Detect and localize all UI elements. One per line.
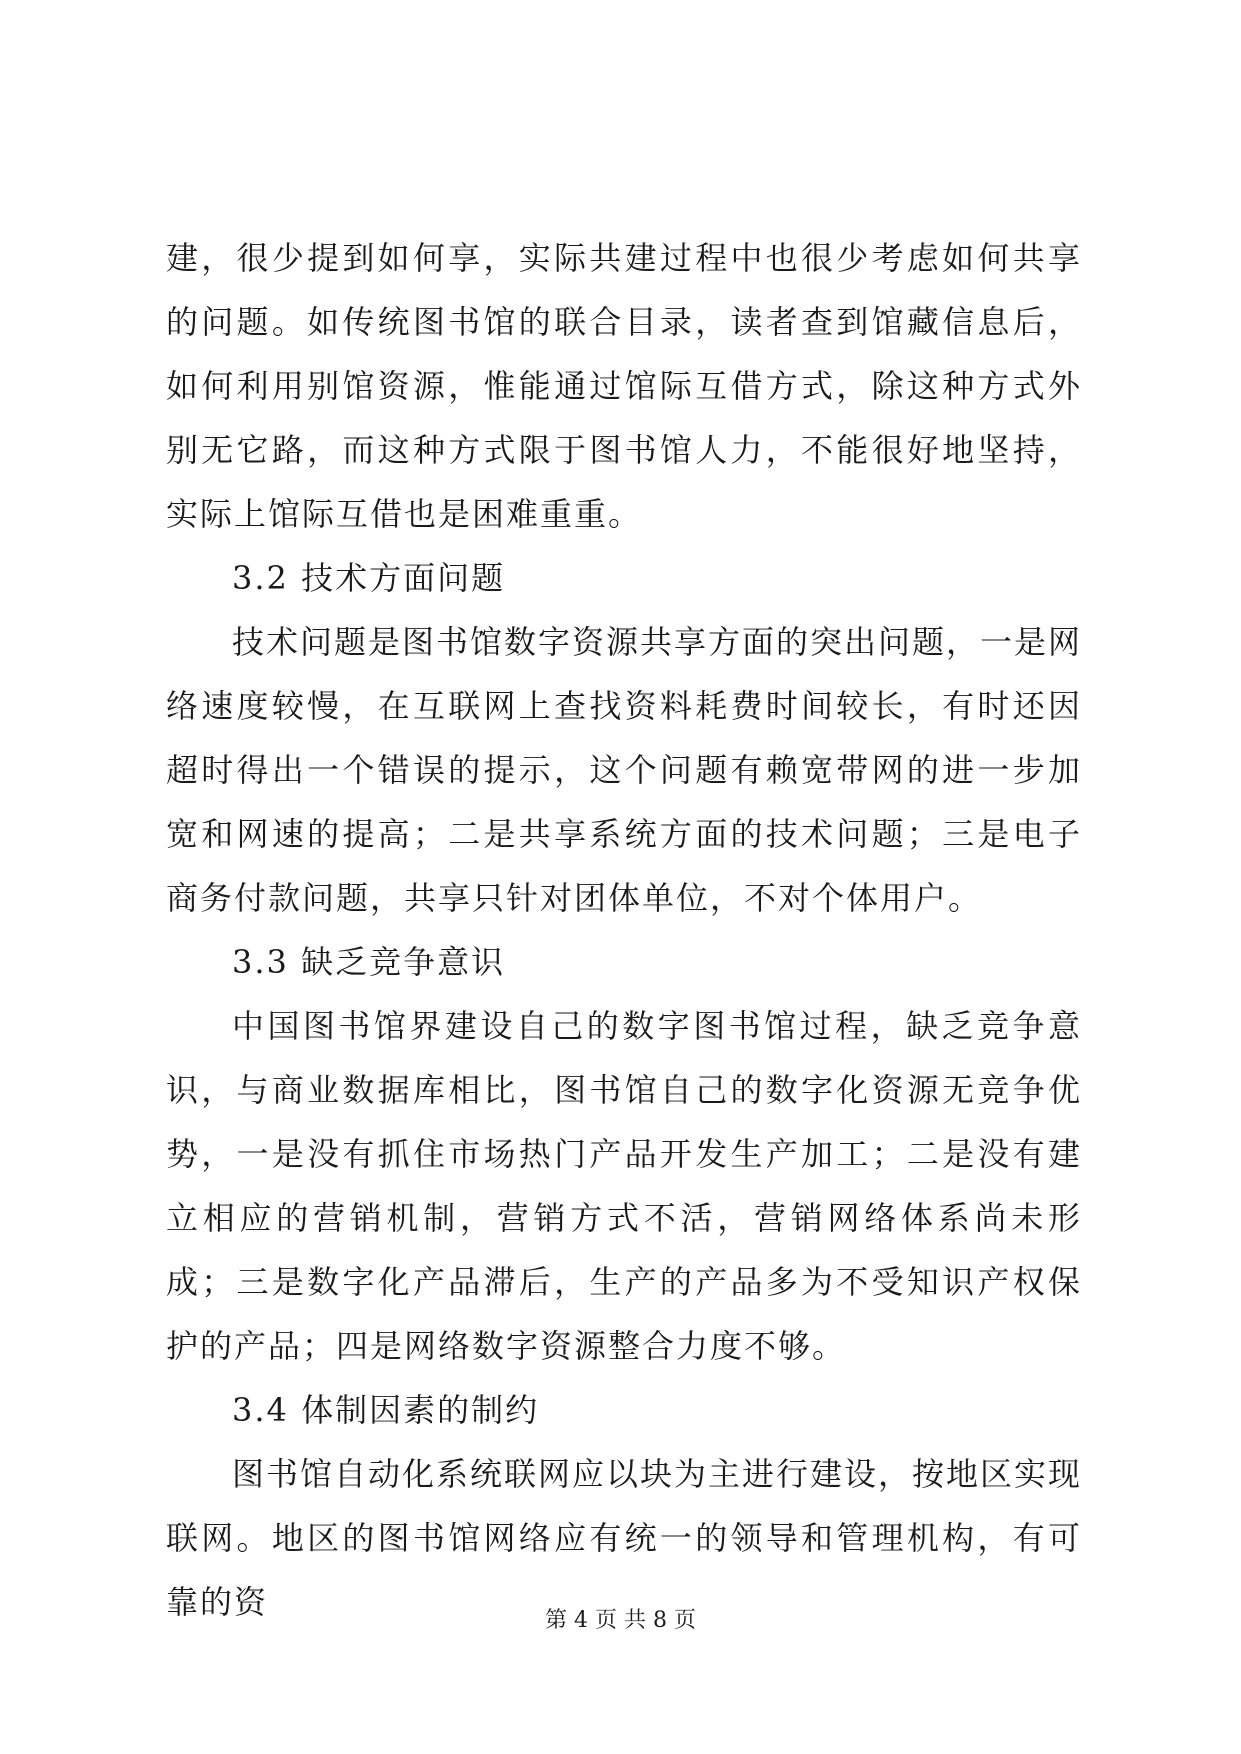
paragraph-system-constraints: 图书馆自动化系统联网应以块为主进行建设，按地区实现联网。地区的图书馆网络应有统一的领导和管理机构，有可靠的资 [166,1455,1083,1621]
paragraph-technical-issues: 技术问题是图书馆数字资源共享方面的突出问题，一是网络速度较慢，在互联网上查找资料耗费时间较长，有时还因超时得出一个错误的提示，这个问题有赖宽带网的进一步加宽和网速的提高；二是共享系统方面的技术问题；三是电子商务付款问题，共享只针对团体单位，不对个体用户。 [166,623,1083,917]
paragraph-continuation: 建，很少提到如何享，实际共建过程中也很少考虑如何共享的问题。如传统图书馆的联合目录，读者查到馆藏信息后，如何利用别馆资源，惟能通过馆际互借方式，除这种方式外别无它路，而这种方式限于图书馆人力，不能很好地坚持，实际上馆际互借也是困难重重。 [166,239,1082,533]
document-body [166,226,1082,1634]
paragraph-competition: 中国图书馆界建设自己的数字图书馆过程，缺乏竞争意识，与商业数据库相比，图书馆自己的数字化资源无竞争优势，一是没有抓住市场热门产品开发生产加工；二是没有建立相应的营销机制，营销方式不活，营销网络体系尚未形成；三是数字化产品滞后，生产的产品多为不受知识产权保护的产品；四是网络数字资源整合力度不够。 [166,1007,1082,1365]
page-footer: 第 4 页 共 8 页 [545,1608,696,1633]
section-heading-3-4: 3.4 体制因素的制约 [232,1391,540,1429]
section-heading-3-2: 3.2 技术方面问题 [232,559,506,597]
section-heading-3-3: 3.3 缺乏竞争意识 [232,943,506,981]
